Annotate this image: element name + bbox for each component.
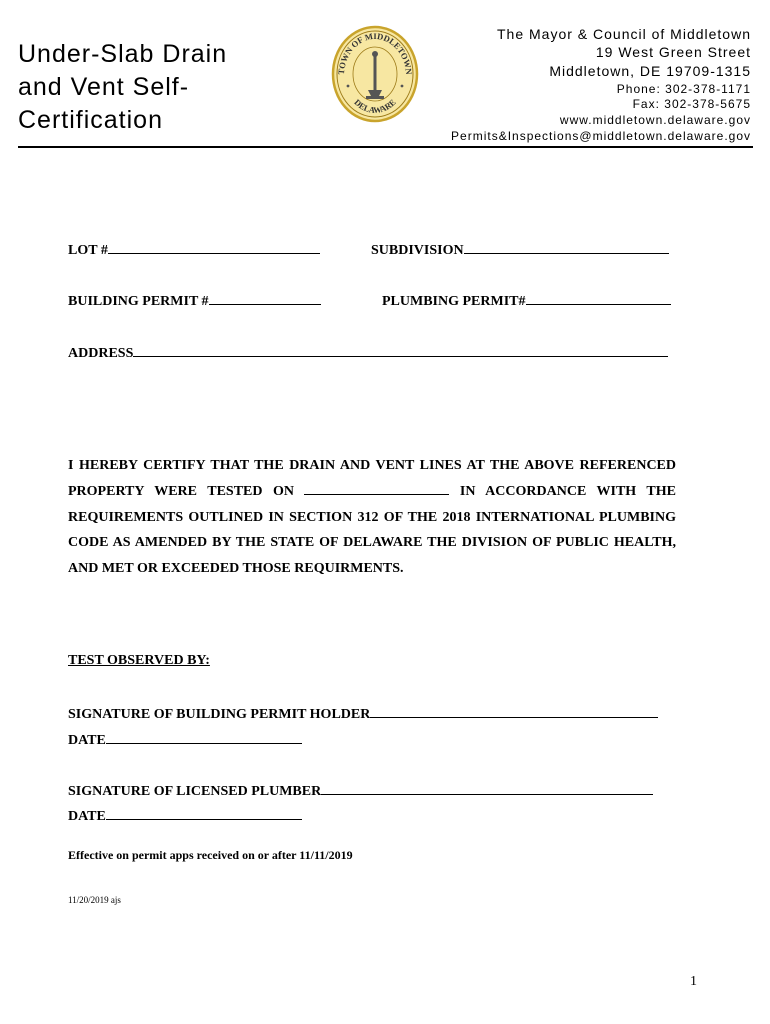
lot-label: LOT #	[68, 243, 108, 258]
header-fax: Fax: 302-378-5675	[632, 97, 751, 111]
permit-holder-date-label: DATE	[68, 733, 106, 748]
subdivision-blank[interactable]	[464, 241, 669, 254]
certification-text-end: IN ACCORDANCE WITH THE REQUIREMENTS OUTLINED IN SECTION 312 OF THE 2018 INTERNATIONAL PLUMBING CODE AS AMENDED BY THE STATE OF DELAWARE THE DIVISION OF PUBLIC HEALTH, AND MET OR EXCEEDED THOSE REQUIRMENTS.	[68, 483, 676, 577]
header-website-link[interactable]: www.middletown.delaware.gov	[559, 113, 751, 127]
plumber-signature-blank[interactable]	[321, 782, 653, 795]
subdivision-field	[371, 241, 669, 259]
effective-date-note: Effective on permit apps received on or after 11/11/2019	[68, 848, 353, 862]
page-number: 1	[690, 974, 697, 989]
svg-text:TOWN OF MIDDLETOWN: TOWN OF MIDDLETOWN	[335, 30, 415, 75]
address-label: ADDRESS	[68, 346, 134, 361]
building-permit-label: BUILDING PERMIT #	[68, 294, 209, 309]
permit-holder-signature-label: SIGNATURE OF BUILDING PERMIT HOLDER	[68, 707, 371, 722]
certification-text-start: I HEREBY CERTIFY THAT THE DRAIN AND VENT LINES AT THE ABOVE REFERENCED PROPERTY WERE TESTED ON	[68, 458, 676, 499]
subdivision-label: SUBDIVISION	[371, 243, 464, 258]
address-blank[interactable]	[133, 344, 668, 357]
building-permit-field	[68, 292, 321, 310]
form-title: Under-Slab Drain and Vent Self-Certification	[18, 40, 228, 134]
plumbing-permit-field	[382, 292, 671, 310]
permit-holder-date-field	[68, 731, 302, 749]
tested-on-date-blank[interactable]	[304, 482, 449, 495]
plumbing-permit-label: PLUMBING PERMIT#	[382, 294, 526, 309]
header-street: 19 West Green Street	[595, 44, 751, 60]
lot-field	[68, 241, 320, 259]
plumber-signature-label: SIGNATURE OF LICENSED PLUMBER	[68, 784, 322, 799]
plumbing-permit-blank[interactable]	[526, 292, 671, 305]
plumber-signature-field	[68, 782, 653, 800]
certification-statement	[68, 453, 676, 582]
lot-blank[interactable]	[108, 241, 320, 254]
test-observed-heading: TEST OBSERVED BY:	[68, 653, 210, 668]
revision-date: 11/20/2019 ajs	[68, 895, 121, 905]
plumber-date-field	[68, 807, 302, 825]
plumber-date-label: DATE	[68, 809, 106, 824]
header-city: Middletown, DE 19709-1315	[549, 63, 751, 79]
address-field	[68, 344, 668, 362]
permit-holder-signature-field	[68, 705, 658, 723]
permit-holder-signature-blank[interactable]	[370, 705, 658, 718]
town-seal-logo	[330, 24, 420, 124]
permit-holder-date-blank[interactable]	[106, 731, 302, 744]
header-email-link[interactable]: Permits&Inspections@middletown.delaware.gov	[451, 129, 751, 143]
svg-text:DELAWARE: DELAWARE	[352, 97, 398, 116]
header-divider	[18, 146, 753, 148]
building-permit-blank[interactable]	[209, 292, 321, 305]
header-phone: Phone: 302-378-1171	[616, 82, 751, 96]
header-org: The Mayor & Council of Middletown	[497, 26, 751, 42]
plumber-date-blank[interactable]	[106, 807, 302, 820]
